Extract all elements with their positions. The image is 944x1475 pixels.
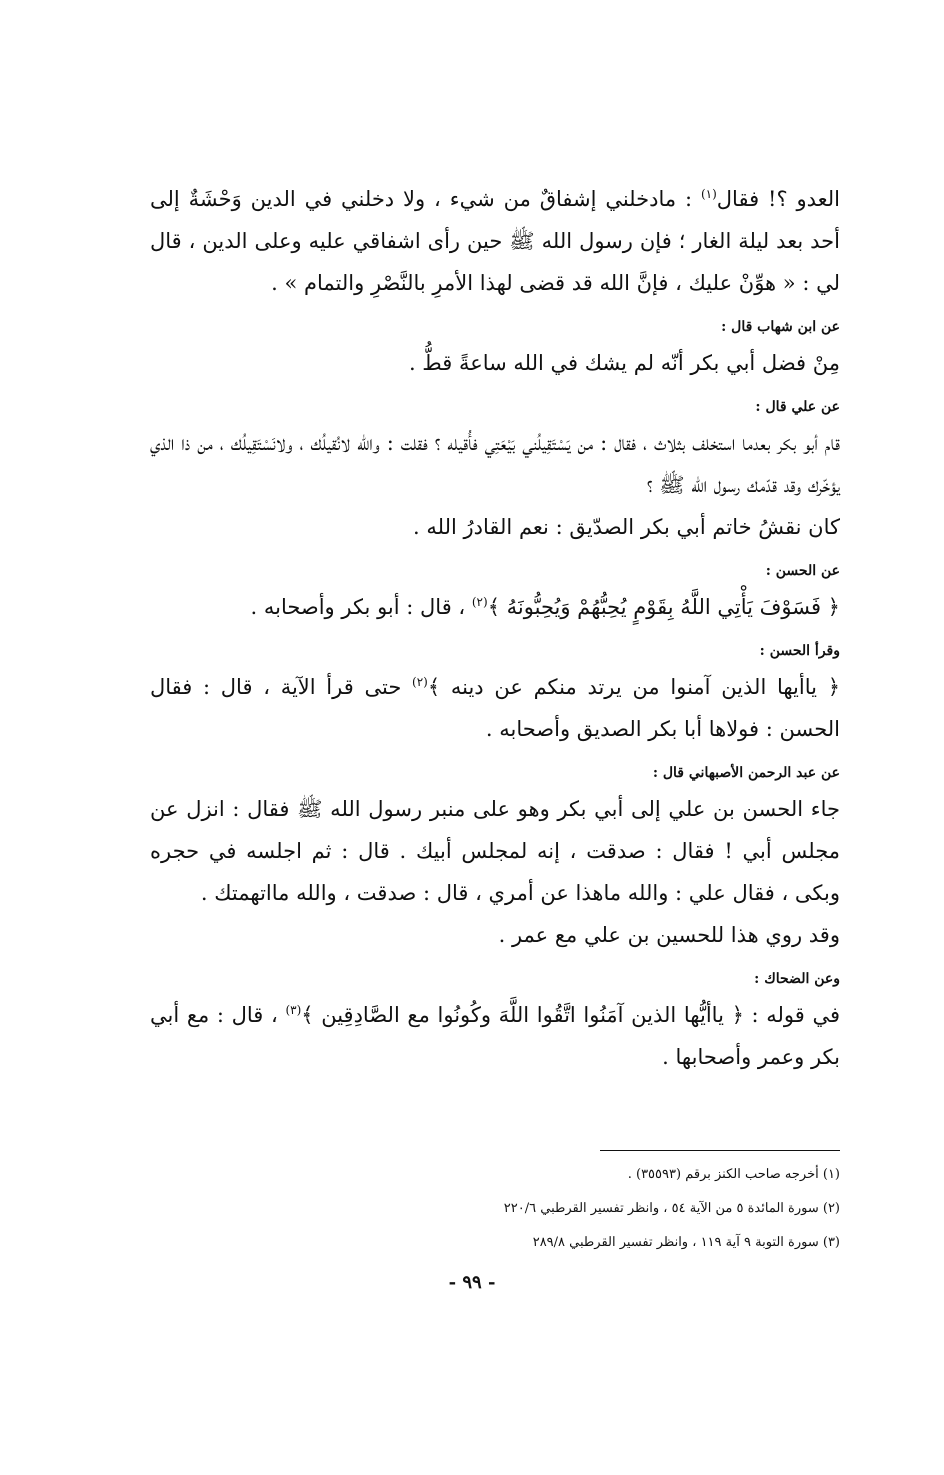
paragraph-6: [150, 666, 840, 750]
paragraph-8: وقد روي هذا للحسين بن علي مع عمر .: [498, 923, 840, 947]
paragraph-5: [150, 586, 840, 628]
footnote-ref-2b[interactable]: (٢): [412, 675, 428, 689]
footnote-ref-2[interactable]: (٢): [471, 595, 488, 609]
paragraph-4: كان نقشُ خاتم أبي بكر الصدّيق : نعم القادرُ الله .: [413, 515, 840, 539]
quran-verse-1: ﴿ فَسَوْفَ يَأْتِي اللَّهُ بِقَوْمٍ يُحِبُّهُمْ وَيُحِبُّونَهُ ﴾: [487, 595, 840, 619]
page-number: - ٩٩ -: [448, 1272, 496, 1293]
paragraph-6-rest: حتى قرأ الآية ، قال : فقال الحسن : فولاها أبا بكر الصديق وأصحابه .: [150, 675, 840, 741]
footnote-1: (١) أخرجه صاحب الكنز برقم (٣٥٥٩٣) .: [627, 1167, 840, 1182]
paragraph-2: مِنْ فضل أبي بكر أنّه لم يشك في الله ساعةً قطُّ .: [408, 351, 840, 375]
footnote-ref-3[interactable]: (٣): [285, 1003, 302, 1017]
section-heading-dahhak: وعن الضحاك :: [754, 971, 840, 987]
quran-verse-2: ﴿ ياأيها الذين آمنوا من يرتد منكم عن دينه ﴾: [427, 675, 840, 699]
section-heading-ali: عن علي قال :: [755, 399, 840, 415]
footnote-ref-1[interactable]: (١): [700, 187, 717, 201]
section-heading-hasan: عن الحسن :: [765, 563, 840, 579]
section-heading-ibn-shihab: عن ابن شهاب قال :: [721, 319, 840, 335]
footnote-divider: [600, 1150, 840, 1151]
paragraph-1-start: العدو ؟! فقال: [716, 187, 841, 211]
paragraph-1-rest: : مادخلني إشفاقٌ من شيء ، ولا دخلني في الدين وَحْشَةٌ إلى أحد بعد ليلة الغار ؛ فإن رسول الله ﷺ حين رأى اشفاقي عليه وعلى الدين ، قال لي : « هوِّنْ عليك ، فإنَّ الله قد قضى لهذا الأمرِ بالنَّصْرِ والتمام » .: [150, 187, 840, 295]
paragraph-1: [150, 178, 840, 304]
footnotes: [150, 1158, 840, 1260]
paragraph-9-rest: ، قال : مع أبي بكر وعمر وأصحابها .: [150, 1003, 840, 1069]
paragraph-9: [150, 994, 840, 1078]
quran-verse-3: في قوله : ﴿ ياأيُّها الذين آمَنُوا اتَّقُوا اللَّهَ وكُونُوا مع الصَّادِقِين ﴾: [301, 1003, 840, 1027]
section-heading-asbahani: عن عبد الرحمن الأصبهاني قال :: [652, 765, 840, 781]
paragraph-5-rest: ، قال : أبو بكر وأصحابه .: [250, 595, 472, 619]
main-text: [150, 178, 840, 1078]
section-heading-hasan-recited: وقرأ الحسن :: [759, 643, 840, 659]
paragraph-7: جاء الحسن بن علي إلى أبي بكر وهو على منبر رسول الله ﷺ فقال : انزل عن مجلس أبي ! فقال : صدقت ، إنه لمجلس أبيك . قال : ثم اجلسه في حجره وبكى ، فقال علي : والله ماهذا عن أمري ، قال : صدقت ، والله مااتهمتك .: [150, 797, 840, 905]
paragraph-3: قام أبو بكر بعدما استخلف بثلاث ، فقال : من يَسْتَقِيلُني بَيْعَتِي فأُقيله ؟ فقلت : والله لانُقيلُك ، ولانَسْتَقِيلُك ، من ذا الذي يؤخّرك وقد قدّمك رسول الله ﷺ ؟: [150, 431, 840, 497]
footnote-3: (٣) سورة التوبة ٩ آية ١١٩ ، وانظر تفسير القرطبي ٢٨٩/٨: [532, 1235, 840, 1250]
footnote-2: (٢) سورة المائدة ٥ من الآية ٥٤ ، وانظر تفسير القرطبي ٢٢٠/٦: [503, 1201, 840, 1216]
